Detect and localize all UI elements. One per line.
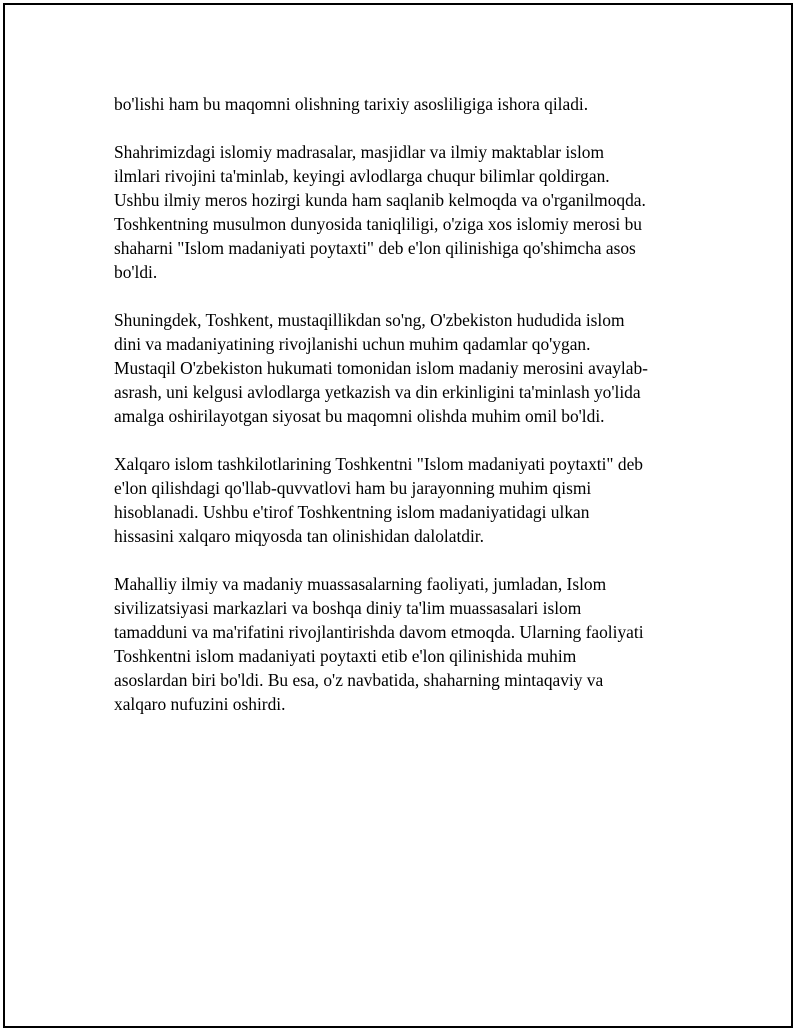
text-line: sivilizatsiyasi markazlari va boshqa diniy ta'lim muassasalari islom [114, 598, 582, 618]
text-line: bo'ldi. [114, 262, 158, 282]
text-line: Toshkentni islom madaniyati poytaxti etib e'lon qilinishida muhim [114, 646, 577, 666]
paragraph [114, 452, 694, 548]
text-line: Mustaqil O'zbekiston hukumati tomonidan islom madaniy merosini avaylab- [114, 358, 648, 378]
text-line: xalqaro nufuzini oshirdi. [114, 694, 286, 714]
text-line: dini va madaniyatining rivojlanishi uchun muhim qadamlar qo'ygan. [114, 334, 591, 354]
paragraph [114, 140, 694, 284]
text-line: asrash, uni kelgusi avlodlarga yetkazish va din erkinligini ta'minlash yo'lida [114, 382, 641, 402]
text-line: ilmlari rivojini ta'minlab, keyingi avlodlarga chuqur bilimlar qoldirgan. [114, 166, 610, 186]
text-line: Ushbu ilmiy meros hozirgi kunda ham saqlanib kelmoqda va o'rganilmoqda. [114, 190, 646, 210]
text-line: amalga oshirilayotgan siyosat bu maqomni olishda muhim omil bo'ldi. [114, 406, 605, 426]
text-line: bo'lishi ham bu maqomni olishning tarixiy asosliligiga ishora qiladi. [114, 94, 589, 114]
text-line: Toshkentning musulmon dunyosida taniqliligi, o'ziga xos islomiy merosi bu [114, 214, 642, 234]
text-line: tamadduni va ma'rifatini rivojlantirishda davom etmoqda. Ularning faoliyati [114, 622, 644, 642]
text-line: Shuningdek, Toshkent, mustaqillikdan so'ng, O'zbekiston hududida islom [114, 310, 625, 330]
text-line: hisoblanadi. Ushbu e'tirof Toshkentning islom madaniyatidagi ulkan [114, 502, 590, 522]
text-line: e'lon qilishdagi qo'llab-quvvatlovi ham bu jarayonning muhim qismi [114, 478, 592, 498]
text-line: shaharni "Islom madaniyati poytaxti" deb e'lon qilinishiga qo'shimcha asos [114, 238, 636, 258]
text-line: asoslardan biri bo'ldi. Bu esa, o'z navbatida, shaharning mintaqaviy va [114, 670, 604, 690]
text-line: Mahalliy ilmiy va madaniy muassasalarning faoliyati, jumladan, Islom [114, 574, 607, 594]
paragraph [114, 92, 694, 116]
text-line: hissasini xalqaro miqyosda tan olinishidan dalolatdir. [114, 526, 484, 546]
paragraph [114, 572, 694, 716]
text-line: Shahrimizdagi islomiy madrasalar, masjidlar va ilmiy maktablar islom [114, 142, 604, 162]
paragraph [114, 308, 694, 428]
document-body [114, 92, 694, 740]
text-line: Xalqaro islom tashkilotlarining Toshkentni "Islom madaniyati poytaxti" deb [114, 454, 643, 474]
